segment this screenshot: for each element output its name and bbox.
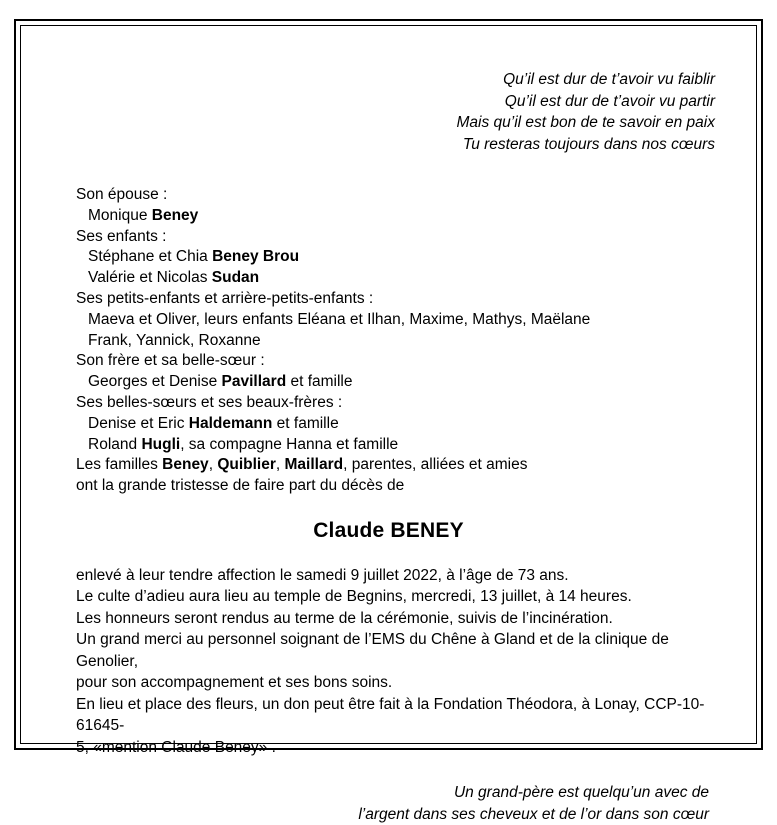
family-member-brother-pre: Georges et Denise: [88, 373, 222, 391]
deceased-name: Claude BENEY: [313, 518, 464, 542]
family-member-brother-surname: Pavillard: [221, 373, 287, 391]
family-member-inlaw-2: [76, 435, 723, 456]
body-line-7: 5, «mention Claude Beney» .: [76, 738, 276, 756]
family-heading-spouse: Son épouse :: [76, 186, 168, 203]
family-member-child-2-pre: Valérie et Nicolas: [88, 269, 212, 287]
family-heading-inlaws: Ses belles-sœurs et ses beaux-frères :: [76, 393, 343, 411]
family-heading-grandchildren: Ses petits-enfants et arrière-petits-enfants :: [76, 289, 374, 307]
family-member-grandchildren-1-pre: Maeva et Oliver, leurs enfants Eléana et Ilhan, Maxime, Mathys, Maëlane: [88, 310, 591, 328]
family-member-inlaw-2-surname: Hugli: [141, 435, 181, 453]
families-line-pre: Les familles: [76, 456, 163, 474]
epigraph-line-3: Mais qu’il est bon de te savoir en paix: [456, 114, 715, 131]
body-line-3: Les honneurs seront rendus au terme de la cérémonie, suivis de l’incinération.: [76, 609, 613, 627]
family-member-grandchildren-2: [76, 331, 723, 352]
family-member-spouse-pre: Monique: [88, 206, 152, 224]
closing-line-1: Un grand-père est quelqu’un avec de: [453, 784, 709, 802]
family-member-child-1-surname: Beney Brou: [212, 248, 300, 266]
epigraph-line-2: Qu’il est dur de t’avoir vu partir: [504, 92, 715, 110]
family-member-brother-post: et famille: [286, 373, 353, 391]
closing-quote: [54, 782, 723, 825]
family-member-inlaw-1: [76, 414, 723, 435]
family-heading-brother: Son frère et sa belle-sœur :: [76, 352, 265, 370]
body-line-6: En lieu et place des fleurs, un don peut être fait à la Fondation Théodora, à Lonay, CCP-10-61645-: [76, 695, 705, 735]
family-member-spouse: [76, 206, 723, 227]
family-surname-3: Maillard: [284, 456, 344, 474]
family-member-child-2: [76, 268, 723, 289]
families-line: Les familles Beney, Quiblier, Maillard, parentes, alliées et amies: [76, 456, 528, 474]
family-member-child-1: [76, 247, 723, 268]
epigraph-line-1: Qu’il est dur de t’avoir vu faiblir: [503, 71, 715, 88]
family-member-inlaw-2-pre: Roland: [88, 435, 142, 453]
epigraph-block: [54, 69, 715, 155]
family-member-child-1-pre: Stéphane et Chia: [88, 248, 213, 266]
family-heading-children: Ses enfants :: [76, 227, 167, 245]
family-surname-1: Beney: [162, 456, 209, 474]
family-member-child-2-surname: Sudan: [211, 269, 260, 287]
body-line-4: Un grand merci au personnel soignant de l’EMS du Chêne à Gland et de la clinique de Genolier,: [76, 631, 669, 670]
announcement-line: ont la grande tristesse de faire part du décès de: [76, 477, 405, 495]
body-line-5: pour son accompagnement et ses bons soins.: [76, 674, 393, 692]
family-member-inlaw-2-post: , sa compagne Hanna et famille: [180, 435, 399, 453]
family-member-inlaw-1-surname: Haldemann: [188, 414, 273, 432]
notice-content: [20, 25, 757, 823]
family-member-brother: [76, 372, 723, 393]
closing-line-2: l’argent dans ses cheveux et de l’or dans son cœur: [358, 805, 709, 823]
families-line-post: , parentes, alliées et amies: [343, 456, 528, 474]
family-list: [54, 185, 723, 497]
epigraph-line-4: Tu resteras toujours dans nos cœurs: [462, 135, 715, 153]
family-member-grandchildren-2-pre: Frank, Yannick, Roxanne: [88, 331, 261, 349]
family-surname-2: Quiblier: [217, 456, 276, 474]
body-line-2: Le culte d’adieu aura lieu au temple de Begnins, mercredi, 13 juillet, à 14 heures.: [76, 588, 632, 606]
family-member-inlaw-1-pre: Denise et Eric: [88, 414, 189, 432]
family-member-inlaw-1-post: et famille: [272, 414, 339, 432]
notice-body: [54, 565, 723, 759]
family-member-spouse-surname: Beney: [151, 206, 199, 224]
family-member-grandchildren-1: [76, 310, 723, 331]
body-line-1: enlevé à leur tendre affection le samedi 9 juillet 2022, à l’âge de 73 ans.: [76, 566, 569, 584]
